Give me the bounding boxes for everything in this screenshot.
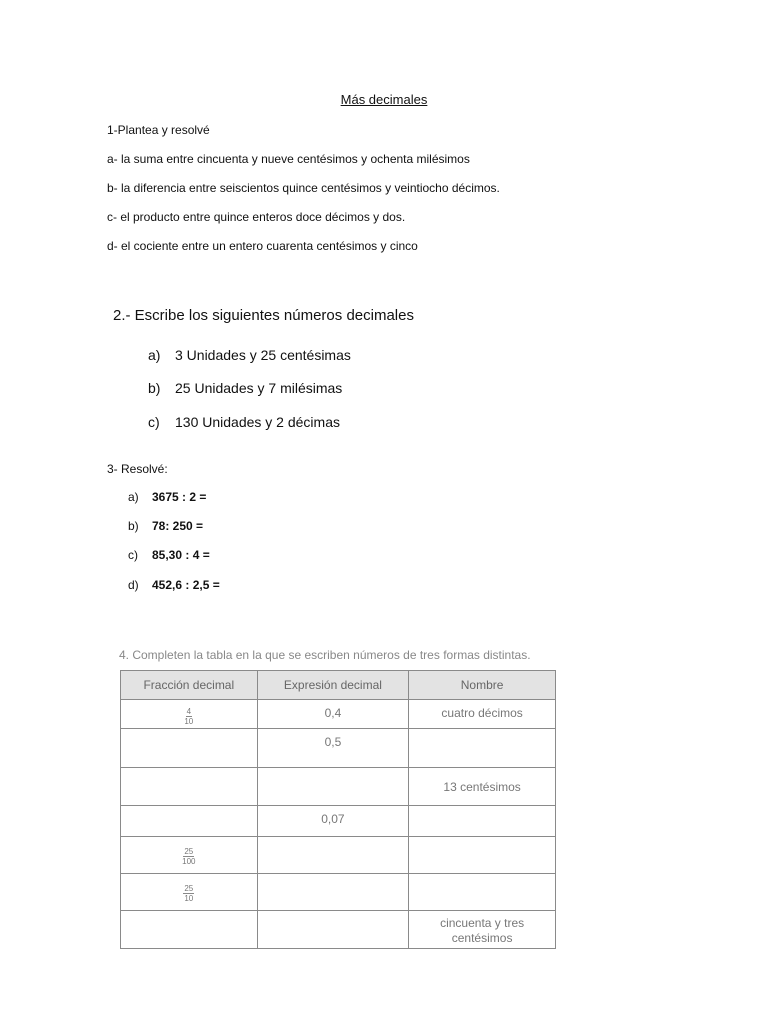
fraction-denominator: 10 — [184, 717, 194, 726]
section3-item-c — [128, 548, 210, 562]
fraction-cell — [121, 806, 258, 837]
section2-item-b — [148, 380, 342, 396]
item-label: c) — [148, 414, 160, 430]
item-label: b) — [148, 380, 161, 396]
decimal-cell — [257, 768, 409, 806]
section1-item-a: a- la suma entre cincuenta y nueve centésimos y ochenta milésimos — [107, 152, 470, 166]
fraction-cell — [121, 874, 258, 911]
fraction-cell — [121, 911, 258, 949]
fraction — [183, 884, 194, 903]
fraction — [182, 847, 195, 866]
item-label: c) — [128, 548, 138, 562]
column-header: Nombre — [409, 671, 556, 700]
fraction-numerator: 25 — [184, 847, 194, 856]
decimal-cell — [257, 911, 409, 949]
decimal-cell — [257, 874, 409, 911]
fraction — [184, 707, 193, 726]
name-cell: cuatro décimos — [409, 700, 556, 729]
fraction-numerator: 4 — [186, 707, 192, 716]
table-row — [121, 768, 556, 806]
decimal-cell — [257, 837, 409, 874]
item-text: 3 Unidades y 25 centésimas — [175, 347, 351, 363]
name-cell — [409, 806, 556, 837]
section3-item-b — [128, 519, 203, 533]
name-cell — [409, 837, 556, 874]
section1-heading: 1-Plantea y resolvé — [107, 123, 210, 137]
section2-heading: 2.- Escribe los siguientes números decimales — [113, 307, 414, 324]
column-header: Expresión decimal — [257, 671, 409, 700]
table-row — [121, 874, 556, 911]
section2-item-c — [148, 414, 340, 430]
fraction-denominator: 100 — [182, 857, 196, 866]
section4-heading: 4. Completen la tabla en la que se escriben números de tres formas distintas. — [119, 648, 531, 662]
item-label: b) — [128, 519, 139, 533]
decimal-cell: 0,5 — [257, 729, 409, 768]
item-label: a) — [148, 347, 161, 363]
fraction-cell — [121, 768, 258, 806]
table-row — [121, 806, 556, 837]
item-expression: 452,6 : 2,5 = — [152, 578, 220, 592]
item-expression: 78: 250 = — [152, 519, 204, 533]
name-text: cincuenta y tres centésimos — [440, 916, 525, 945]
section3-heading: 3- Resolvé: — [107, 462, 168, 476]
item-text: 130 Unidades y 2 décimas — [175, 414, 340, 430]
decimal-table — [120, 670, 556, 949]
table-row — [121, 837, 556, 874]
table-row — [121, 911, 556, 949]
section1-item-d: d- el cociente entre un entero cuarenta centésimos y cinco — [107, 239, 418, 253]
decimal-cell: 0,07 — [257, 806, 409, 837]
table-header-row — [121, 671, 556, 700]
column-header: Fracción decimal — [121, 671, 258, 700]
page-title: Más decimales — [340, 92, 428, 107]
item-text: 25 Unidades y 7 milésimas — [175, 380, 343, 396]
fraction-numerator: 25 — [184, 884, 194, 893]
item-expression: 3675 : 2 = — [152, 490, 207, 504]
section1-item-c: c- el producto entre quince enteros doce décimos y dos. — [107, 210, 406, 224]
item-expression: 85,30 : 4 = — [152, 548, 210, 562]
item-label: d) — [128, 578, 139, 592]
section2-item-a — [148, 347, 351, 363]
name-cell — [409, 729, 556, 768]
section3-item-a — [128, 490, 206, 504]
fraction-denominator: 10 — [184, 894, 194, 903]
table-row — [121, 700, 556, 729]
name-cell — [409, 874, 556, 911]
table-row — [121, 729, 556, 768]
section3-item-d — [128, 578, 220, 592]
fraction-cell — [121, 729, 258, 768]
item-label: a) — [128, 490, 139, 504]
decimal-cell: 0,4 — [257, 700, 409, 729]
fraction-cell — [121, 700, 258, 729]
fraction-cell — [121, 837, 258, 874]
name-cell — [409, 911, 556, 949]
section1-item-b: b- la diferencia entre seiscientos quince centésimos y veintiocho décimos. — [107, 181, 500, 195]
name-cell: 13 centésimos — [409, 768, 556, 806]
